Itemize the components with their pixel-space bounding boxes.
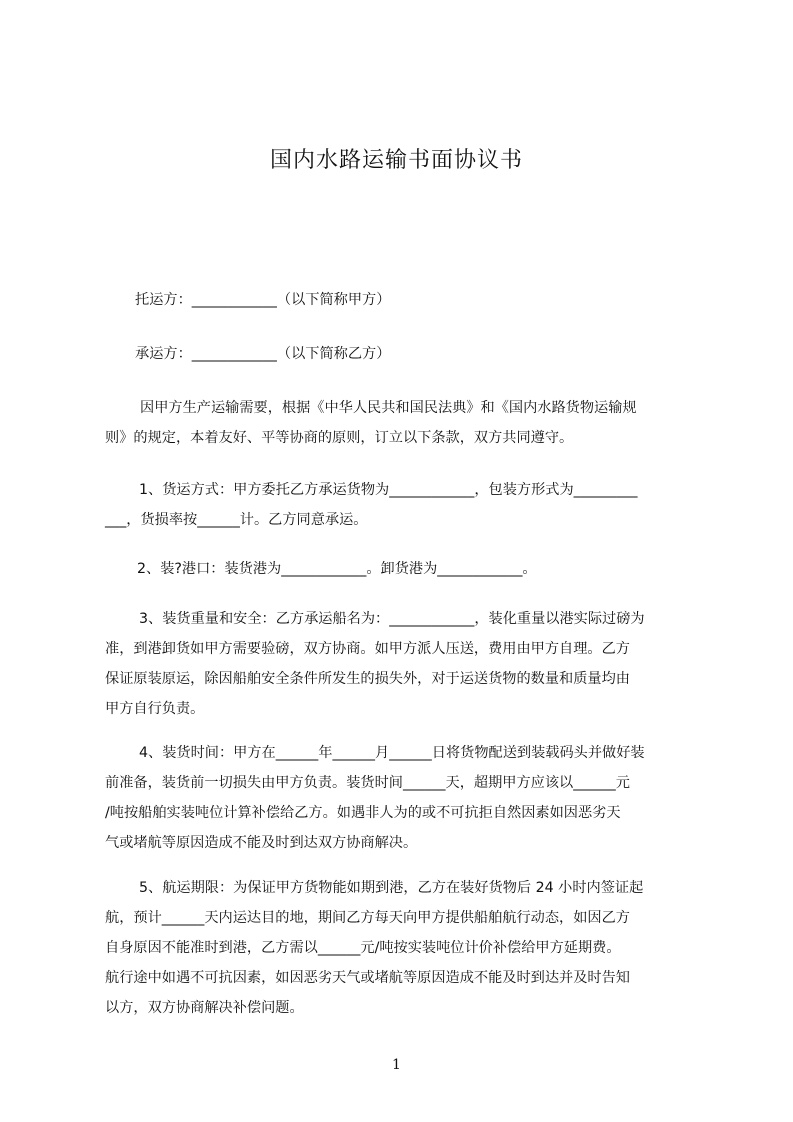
clause-1-line: 1、货运方式：甲方委托乙方承运货物为____________，包装方形式为_________ [139,482,638,498]
preamble-line: 则》的规定，本着友好、平等协商的原则，订立以下条款，双方共同遵守。 [105,430,574,446]
clause-5-line: 5、航运期限：为保证甲方货物能如期到港，乙方在装好货物后 24 小时内签证起 [139,880,644,896]
clause-4-line: 气或堵航等原因造成不能及时到达双方协商解决。 [105,835,418,851]
carrier-text: 承运方：____________（以下简称乙方） [135,346,391,362]
shipper-line [135,285,735,315]
clause-3-line: 甲方自行负责。 [105,701,205,717]
clause-4-paragraph [105,738,705,858]
document-title: 国内水路运输书面协议书 [269,148,523,173]
preamble-line: 因甲方生产运输需要，根据《中华人民共和国民法典》和《国内水路货物运输规 [140,400,637,416]
clause-4-line: /吨按船舶实装吨位计算补偿给乙方。如遇非人为的或不可抗拒自然因素如因恶劣天 [105,805,621,821]
clause-5-paragraph [105,873,705,1023]
clause-2-line: 2、装?港口：装货港为____________。卸货港为____________。 [137,561,537,577]
clause-4-line: 4、装货时间：甲方在______年______月______日将货物配送到装载码头并做好装 [139,745,645,761]
clause-4-line: 前准备，装货前一切损失由甲方负责。装货时间______天，超期甲方应该以______元 [105,775,630,791]
clause-1-line: ___，货损率按______计。乙方同意承运。 [105,512,368,528]
clause-3-line: 准，到港卸货如甲方需要验磅，双方协商。如甲方派人压送，费用由甲方自理。乙方 [105,641,630,657]
preamble-paragraph [105,393,705,453]
clause-5-line: 航行途中如遇不可抗因素，如因恶劣天气或堵航等原因造成不能及时到达并及时告知 [105,970,630,986]
carrier-line [135,339,735,369]
shipper-text: 托运方：____________（以下简称甲方） [135,292,391,308]
clause-2-paragraph [105,554,705,584]
clause-3-line: 3、装货重量和安全：乙方承运船名为：____________，装化重量以港实际过磅为 [139,611,645,627]
clause-5-line: 航，预计______天内运达目的地，期间乙方每天向甲方提供船舶航行动态，如因乙方 [105,910,630,926]
page-number: 1 [392,1057,401,1073]
clause-3-paragraph [105,604,705,724]
clause-5-line: 自身原因不能准时到港，乙方需以______元/吨按实装吨位计价补偿给甲方延期费。 [105,940,621,956]
clause-3-line: 保证原装原运，除因船舶安全条件所发生的损失外，对于运送货物的数量和质量均由 [105,671,630,687]
clause-5-line: 以方，双方协商解决补偿问题。 [105,1000,304,1016]
clause-1-paragraph [105,475,705,535]
